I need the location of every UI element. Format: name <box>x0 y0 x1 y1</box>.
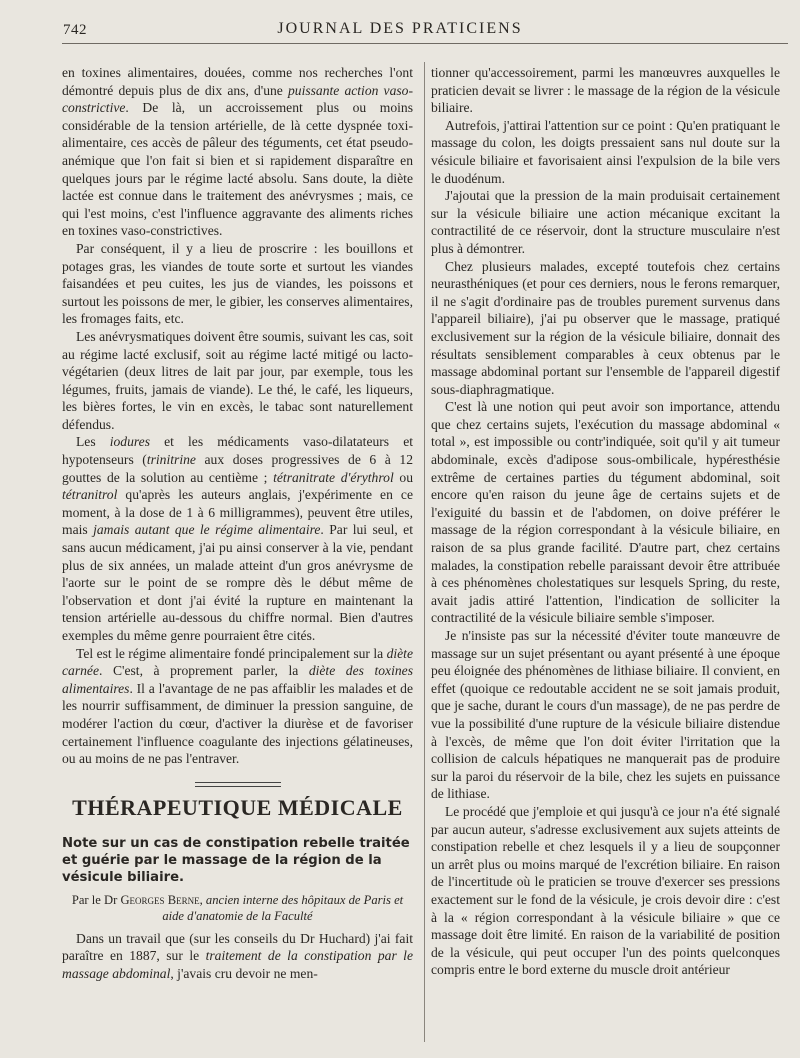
paragraph: C'est là une notion qui peut avoir son importance, attendu que chez certains sujets, l'exécution du massage abdominal « total », est impossible ou contr'indiquée, soit qu'il y ait tumeur abdominale, excès d'adipose sous-ombilicale, hypéresthésie extrême de certaines parties du tégument abdominal, soit encore qu'en raison du jeune âge de certains sujets et de l'exiguité du bassin et de l'abdomen, on doive préférer le massage de la région correspondant à la vésicule biliaire, en raison de sa plus grande facilité. D'autre part, chez certains malades, la constipation rebelle paraissant devoir être attribuée à ces phénomènes cholestatiques sur lesquels Spring, du reste, avait jadis attiré l'attention, l'indication de solliciter la contractilité de la vésicule biliaire semble s'imposer. <box>431 399 780 626</box>
paragraph: Par conséquent, il y a lieu de proscrire : les bouillons et potages gras, les viandes de toute sorte et surtout les viandes faisandées et peu cuites, les jus de viandes, les poissons et surtout les poissons de mer, le gibier, les conserves alimentaires, les fromages faits, etc. <box>62 240 413 327</box>
column-divider <box>424 62 425 1042</box>
byline: Par le Dr Georges Berne, ancien interne des hôpitaux de Paris et aide d'anatomie de la Faculté <box>71 892 404 923</box>
paragraph: Les iodures et les médicaments vaso-dilatateurs et hypotenseurs (trinitrine aux doses progressives de 6 à 12 gouttes de la solution au centième ; tétranitrate d'érythrol ou tétranitrol qu'après les auteurs anglais, j'expérimente en ce moment, à la dose de 1 à 6 milligrammes), peuvent être utiles, mais jamais autant que le régime alimentaire. Par lui seul, et sans aucun médicament, j'ai pu ainsi conserver à la vie, pendant plus de six années, un malade atteint d'un gros anévrysme de l'aorte sur le point de se rompre dès le début même de l'observation et dont j'ai évité la rupture en maintenant la tension artérielle au-dessous du chiffre normal. Bien d'autres exemples du même genre pourraient être cités. <box>62 434 414 643</box>
paragraph: J'ajoutai que la pression de la main produisait certainement sur la vésicule biliaire une action mécanique excitant la contractilité de ce réservoir, dont la structure musculaire n'est plus à démontrer. <box>431 188 780 256</box>
article-title: Note sur un cas de constipation rebelle traitée et guérie par le massage de la région de la vésicule biliaire. <box>62 835 410 885</box>
paragraph: Tel est le régime alimentaire fondé principalement sur la diète carnée. C'est, à proprement parler, la diète des toxines alimentaires. Il a l'avantage de ne pas affaiblir les malades et de les nourrir suffisamment, de diminuer la pression sanguine, de modérer l'action du cœur, d'activer la diurèse et de favoriser certainement l'influence coagulante des injections gélatineuses, ou au moins de ne pas l'entraver. <box>62 645 413 767</box>
right-column <box>431 64 780 979</box>
header-rule <box>62 43 788 44</box>
running-head: JOURNAL DES PRATICIENS <box>277 20 523 37</box>
paragraph: Les anévrysmatiques doivent être soumis, suivant les cas, soit au régime lacté exclusif, soit au régime lacté mitigé ou lacto-végétarien (deux litres de lait par jour, par exemple, tous les légumes, fruits, jamais de viande). Le thé, le café, les liqueurs, les bières fortes, le vin en excès, le tabac sont naturellement défendus. <box>62 328 413 432</box>
paragraph: Autrefois, j'attirai l'attention sur ce point : Qu'en pratiquant le massage du colon, les doigts pressaient sans nul doute sur la vésicule biliaire et favorisaient ainsi l'expulsion de la bile vers le duodénum. <box>431 117 780 186</box>
paragraph: Chez plusieurs malades, excepté toutefois chez certains neurasthéniques (et pour ces derniers, nous le ferons remarquer, il ne s'agit d'ordinaire pas de troubles purement survenus dans l'appareil biliaire), j'ai pu observer que le massage, pratiqué exclusivement sur la région de la vésicule biliaire, donnait des résultats sensiblement comparables à ceux obtenus par le massage abdominal portant sur l'ensemble de l'appareil digestif sous-diaphragmatique. <box>431 258 780 397</box>
paragraph: Le procédé que j'emploie et qui jusqu'à ce jour n'a été signalé par aucun auteur, s'adresse exclusivement aux sujets atteints de constipation rebelle et chez lesquels il y a lieu de soupçonner un arrêt plus ou moins marqué de l'excrétion biliaire. En raison de l'incertitude où le praticien se trouve d'exercer ses pressions exactement sur le fond de la vésicule, je crois devoir dire : c'est à la « région correspondant à la vésicule biliaire » que ce massage doit être limité. En raison de la variabilité de position de la vésicule, qui peut occuper l'un des points quelconques compris entre le bord externe du muscle droit antérieur <box>431 803 780 978</box>
paragraph: tionner qu'accessoirement, parmi les manœuvres auxquelles le praticien devait se livrer : le massage de la région de la vésicule biliaire. <box>431 65 780 116</box>
paragraph: Dans un travail que (sur les conseils du Dr Huchard) j'ai fait paraître en 1887, sur le traitement de la constipation par le massage abdominal, j'avais cru devoir ne men- <box>62 930 413 981</box>
section-title: THÉRAPEUTIQUE MÉDICALE <box>72 794 403 820</box>
left-column <box>62 64 413 983</box>
paragraph: en toxines alimentaires, douées, comme nos recherches l'ont démontré depuis plus de dix ans, d'une puissante action vaso-constrictive. De là, un accroissement plus ou moins considérable de la tension artérielle, de là cette dyspnée toxi-alimentaire, ces accès de pâleur des téguments, cet état pseudo-anémique que l'on fait si bien et si rapidement disparaître en quelques jours par le régime lacté absolu. Sans doute, la diète lactée est connue dans le traitement des anévrysmes ; mais, ce qui l'est moins, c'est l'influence aggravante des aliments riches en toxines vaso-constrictives. <box>62 65 413 239</box>
section-ornament-rule <box>195 782 281 787</box>
paragraph: Je n'insiste pas sur la nécessité d'éviter toute manœuvre de massage sur un sujet présentant ou ayant présenté à une époque peu éloignée des phénomènes de lithiase biliaire. Il convient, en effet (quoique ce redoutable accident ne se soit jamais produit, que je sache, durant le cours d'un massage), de ne pas perdre de vue la possibilité d'une rupture de la vésicule biliaire distendue à l'excès, de même que l'on doit éviter l'irritation que la collision de calculs hépatiques ne manquerait pas de produire sur la paroi du réservoir de la bile, chez les sujets en puissance de lithiase. <box>431 628 780 802</box>
page-number: 742 <box>63 22 87 38</box>
